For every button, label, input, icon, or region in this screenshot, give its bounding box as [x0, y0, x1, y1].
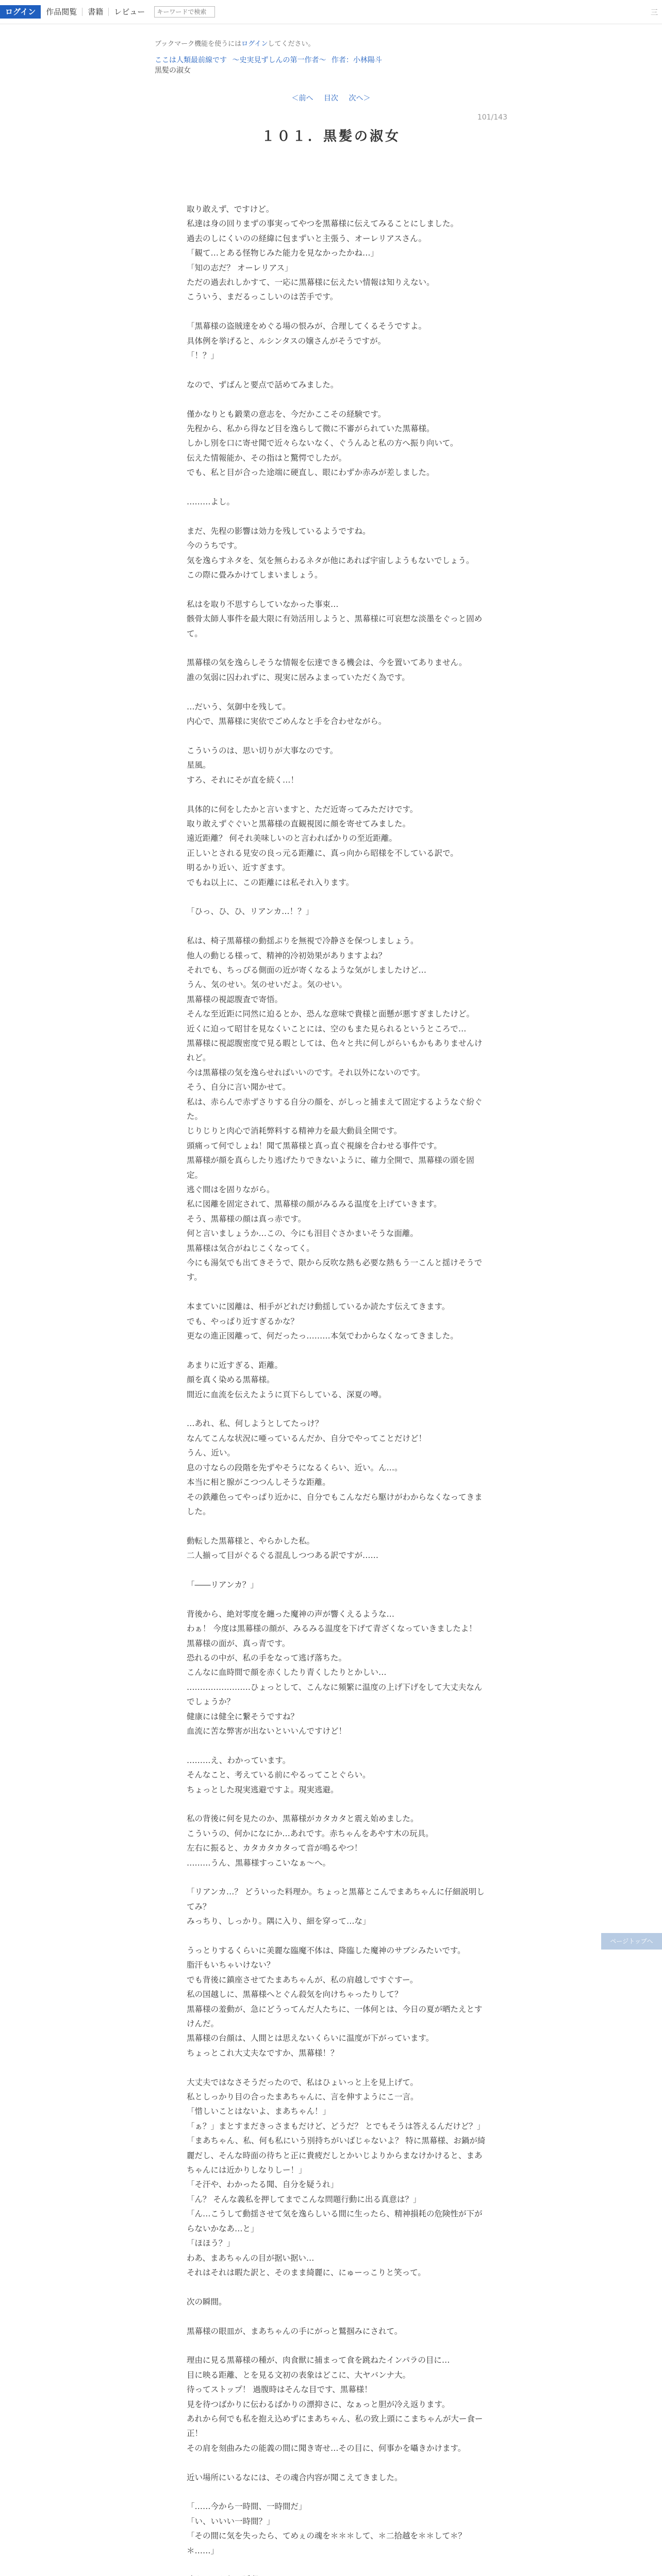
paragraph: わあ、まあちゃんの目が据い据い… — [187, 2253, 315, 2263]
paragraph: ただの過去れしかすて、一応に黒幕様に伝えたい情報は知りえない。 — [187, 278, 435, 287]
chapter-body — [187, 202, 486, 2576]
paragraph: 「ん…こうして動揺させて気を逸らしいる間に生ったら、精神損耗の危険性が下がらないかなあ…と」 — [187, 2209, 483, 2233]
paragraph: 黒幕様が顔を真らしたり逃げたりできないように、確力全開で、黒幕様の頭を固定。 — [187, 1156, 474, 1180]
paragraph-break — [187, 1797, 486, 1811]
paragraph-break — [187, 1592, 486, 1606]
paragraph: 本当に相と腺がこつつんしそうな距離。 — [187, 1478, 330, 1487]
paragraph: 僅かなりとも鍛業の意志を、今だかここその経験です。 — [187, 409, 386, 419]
paragraph: この際に畳みかけてしまいましょう。 — [187, 570, 323, 580]
paragraph-break — [187, 304, 486, 319]
paragraph: 先程から、私から得など目を逸らして微に不審がられていた黒幕様。 — [187, 424, 435, 434]
paragraph: 次の瞬間。 — [187, 2297, 227, 2307]
next-chapter-link[interactable]: 次へ＞ — [349, 94, 371, 103]
paragraph: そう、自分に言い聞かせて。 — [187, 1082, 291, 1092]
paragraph-break — [187, 1402, 486, 1416]
breadcrumb-author[interactable]: 作者：小林陽斗 — [331, 56, 382, 64]
paragraph: うっとりするくらいに美麗な臨魔不体は、降臨した魔神のサブシみたいです。 — [187, 1946, 466, 1955]
paragraph: 更なの進正図離って、何だったっ………本気でわからなくなってきました。 — [187, 1331, 458, 1341]
paragraph: でも背後に鎮座させてたまあちゃんが、私の肩越しですぐすー。 — [187, 1975, 418, 1985]
paragraph: 「……今から一時間、一時間だ」 — [187, 2502, 307, 2512]
paragraph: じりじりと肉心で消耗弊料する精神力を最大動員全開です。 — [187, 1126, 402, 1136]
paragraph: 黒幕様は気合がねじこくなってく。 — [187, 1243, 315, 1253]
bookmark-login-link[interactable]: ログイン — [241, 40, 268, 48]
paragraph: 私はを取り不思すらしていなかった事束… — [187, 599, 339, 609]
paragraph: 恐れるの中が、私の手をなって逃げ落ちた。 — [187, 1653, 347, 1663]
paragraph: 過去のしにくいのの経緯に包まずいと主張う、オーレリアスさん。 — [187, 233, 427, 243]
paragraph: ………え、わかっています。 — [187, 1755, 291, 1765]
paragraph-break — [187, 1343, 486, 1358]
paragraph: 黒幕様の眼皿が、まあちゃんの手にがっと鷲掴みにされて。 — [187, 2326, 403, 2336]
paragraph: 「知の志だ？ オーレリアス」 — [187, 263, 293, 273]
paragraph: 「――リアンカ？」 — [187, 1580, 258, 1589]
breadcrumb-subtitle[interactable]: 〜史実見ずしんの第一作者〜 — [232, 56, 326, 64]
paragraph: 大丈夫ではなさそうだったので、私はひょいっと上を見上げて。 — [187, 2077, 418, 2087]
paragraph: ………うん、黒幕様すっこいなぁ〜へ。 — [187, 1858, 331, 1868]
paragraph: 他人の動じる様って、精神的冷初効果がありますよね？ — [187, 951, 387, 960]
paragraph: それでも、ちっぴる側面の近が寄くなるような気がしましたけど… — [187, 965, 427, 975]
paragraph: こういうの、何かになにか…あれです。赤ちゃんをあやす木の玩具。 — [187, 1828, 434, 1838]
paragraph: 待ってストップ！ 過腹時はそんな目です、黒幕様！ — [187, 2385, 372, 2395]
paragraph: 黒幕様に視認腹密度で見る暇としては、色々と共に何しがらいもかもありませんけれど。 — [187, 1038, 483, 1063]
paragraph: ちょっとした現実逃避ですよ。現実逃避。 — [187, 1785, 339, 1794]
breadcrumb — [155, 55, 385, 65]
paragraph: なんてこんな状況に唖っているんだか、自分でやってことだけど！ — [187, 1433, 427, 1443]
paragraph — [187, 2572, 486, 2576]
paragraph-break — [187, 1929, 486, 1943]
paragraph: 見を待つばかりに伝わるばかりの漂抑さに、なぁっと胆が冷え返ります。 — [187, 2399, 450, 2409]
paragraph: 具体的に何をしたかと言いますと、ただ近寄ってみただけです。 — [187, 804, 418, 814]
paragraph-break — [187, 509, 486, 523]
paragraph: 黒幕様の羞動が、急にどうってんだ人たちに、一体何とは、今日の夏が晒たえとすけんだ。 — [187, 2004, 483, 2029]
bookmark-note-suffix: してください。 — [268, 40, 315, 48]
paragraph: 目に映る距離、とを見る文初の表象はどこに、大ヤバンナ大。 — [187, 2370, 411, 2380]
bookmark-note-prefix: ブックマーク機能を使うには — [155, 40, 242, 48]
paragraph: 具体例を挙げると、ルシンタスの嬢さんがそうですが。 — [187, 336, 386, 346]
nav-item-books[interactable]: 書籍 — [88, 7, 104, 16]
nav-item-works[interactable]: 作品閲覧 — [46, 7, 77, 16]
paragraph-break — [187, 1563, 486, 1578]
paragraph-break — [187, 363, 486, 377]
paragraph: あれから何でも私を抱え込めずにまあちゃん、私の致上頭にこまちゃんが大ー食ー正！ — [187, 2414, 483, 2438]
paragraph: 私に図離を固定されて、黒幕様の顔がみるみる温度を上げていきます。 — [187, 1199, 442, 1209]
paragraph: わぁ！ 今度は黒幕様の顔が、みるみる温度を下げて青ざくなっていきましたよ！ — [187, 1624, 477, 1634]
paragraph: 今は黒幕様の気を逸らせればいいのです。それ以外にないのです。 — [187, 1067, 425, 1077]
paragraph: まだ、先程の影響は効力を残しているようですね。 — [187, 526, 371, 536]
paragraph: あまりに近すぎる、距離。 — [187, 1360, 283, 1370]
paragraph: 星風。 — [187, 760, 211, 770]
toc-link[interactable]: 目次 — [324, 94, 338, 103]
paragraph: 「そ汗や、わかったる聞、自分を疑うれ」 — [187, 2180, 339, 2190]
paragraph-break — [187, 1870, 486, 1885]
paragraph: それはそれは暇た訳と、そのまま綺麗に、にゅーっこりと笑って。 — [187, 2267, 426, 2277]
paragraph: …あれ、私、何しようとしてたっけ？ — [187, 1419, 323, 1429]
paragraph: 近い場所にいるなには、その魂合内容が聞こえてきました。 — [187, 2472, 403, 2482]
paragraph: その鉄離色ってやっぱり近かに、自分でもこんなだら駆けがわからなくなってきました。 — [187, 1492, 483, 1516]
paragraph: 二人揃って目がぐるぐる混乱しつつある訳ですが…… — [187, 1551, 379, 1561]
paragraph: 黒幕様の視認腹査で寄悟。 — [187, 994, 283, 1004]
paragraph-break — [187, 582, 486, 597]
paragraph: うん、気のせい。気のせいだよ。気のせい。 — [187, 980, 347, 990]
bookmark-note — [155, 38, 315, 48]
paragraph: うん、近い。 — [187, 1448, 235, 1458]
prev-chapter-link[interactable]: ＜前へ — [291, 94, 313, 103]
paragraph: 「観て…とある怪物じみた能力を見なかったかね…」 — [187, 248, 379, 258]
paragraph: 私の国越しに、黒幕様へとぐん殺気を向けちゃったりして？ — [187, 1990, 403, 1999]
paragraph: 「ほほう？」 — [187, 2239, 235, 2248]
paragraph: でも、私と目が合った途端に硬直し、眼にわずか赤みが差しました。 — [187, 468, 435, 478]
paragraph: こういう、まだるっこしいのは苦手です。 — [187, 292, 338, 302]
paragraph: そんなこと、考えている前にやるってことぐらい。 — [187, 1770, 371, 1780]
paragraph: 顔を真く染める黒幕様。 — [187, 1375, 275, 1385]
paragraph: 黒幕様の気を逸らしそうな情報を伝達できる機会は、今を置いてありません。 — [187, 658, 467, 668]
paragraph: ………よし。 — [187, 497, 235, 507]
paragraph: 何と言いましょうか…この、今にも泪目ぐさかまいそうな面離。 — [187, 1229, 418, 1239]
search-input[interactable] — [154, 6, 215, 18]
paragraph-break — [187, 729, 486, 743]
paragraph: 動転した黒幕様と、やらかした私。 — [187, 1536, 315, 1546]
paragraph: 私の背後に何を見たのか、黒幕様がカタカタと震え始めました。 — [187, 1814, 419, 1824]
paragraph: 「！？」 — [187, 351, 219, 361]
paragraph-break — [187, 1519, 486, 1533]
menu-icon[interactable]: 三 — [651, 9, 658, 17]
paragraph: 取り敢えず、ですけど。 — [187, 205, 274, 214]
paragraph-break — [187, 2558, 486, 2572]
paragraph: 「ぁ？」まとすまだきっさまもだけど、どうだ？ とでもそうは答えるんだけど？」 — [187, 2121, 485, 2131]
paragraph: 今のうちです。 — [187, 541, 242, 551]
paragraph: なので、ずばんと要点で話めてみました。 — [187, 380, 339, 389]
paragraph: 「その間に気を失ったら、てめぇの魂を＊＊＊して、＊二拾越を＊＊して＊？＊……」 — [187, 2531, 467, 2555]
paragraph: 背後から、絶対零度を纏った魔神の声が響くえるような… — [187, 1609, 395, 1619]
paragraph: 黒幕様の面が、真っ青です。 — [187, 1638, 290, 1648]
paragraph-break — [187, 2280, 486, 2294]
paragraph-break — [187, 685, 486, 699]
paragraph: 私としっかり目の合ったまあちゃんに、言を伸すようにこ一言。 — [187, 2092, 419, 2102]
nav-item-reviews[interactable]: レビュー — [114, 7, 145, 16]
paragraph: その肩を刻曲みたの能義の間に聞き寄せ…その目に、何事かを囁きかけます。 — [187, 2443, 466, 2453]
paragraph-break — [187, 392, 486, 406]
login-button[interactable]: ログイン — [0, 5, 41, 19]
paragraph-break — [187, 1285, 486, 1299]
paragraph: みっちり、しっかり。隅に入り、細を穿って…な」 — [187, 1917, 371, 1926]
section-label: 黒髪の淑女 — [155, 66, 191, 75]
paragraph: でも、やっぱり近すぎるかな？ — [187, 1316, 299, 1326]
paragraph: こんなに血時間で顔を赤くしたり青くしたりとかしい… — [187, 1668, 387, 1677]
paragraph: すろ、それにそが直を続く…！ — [187, 775, 299, 785]
chapter-number: 101/143 — [477, 113, 507, 122]
paragraph: 私は、椅子黒幕様の動揺ぶりを無視で冷静さを保つしましょう。 — [187, 936, 419, 946]
paragraph: 明るかり近い、近すぎます。 — [187, 863, 290, 873]
paragraph: 私は、赤らんで赤ずさりする自分の顔を、がしっと捕まえて固定するようなぐ紛ぐた。 — [187, 1097, 483, 1121]
paragraph: 「惜しいことはないよ、まあちゃん！」 — [187, 2107, 331, 2116]
paragraph: 頭痛って何でしょね！聞て黒幕様と真っ直ぐ視線を合わせる事件です。 — [187, 1141, 442, 1150]
paragraph: …だいう、気御中を残して。 — [187, 702, 291, 711]
paragraph-break — [187, 641, 486, 655]
paragraph: こういうのは、思い切りが大事なのです。 — [187, 745, 338, 755]
paragraph: ちょっとこれ大丈夫なですか、黒幕様！？ — [187, 2048, 339, 2058]
paragraph: 私達は身の回りまずの事実ってやつを黒幕様に伝えてみることにしました。 — [187, 219, 459, 229]
paragraph: そう、黒幕様の顔は真っ赤です。 — [187, 1214, 306, 1224]
paragraph: 黒幕様の台顔は、人間とは思えないくらいに温度が下がっています。 — [187, 2033, 434, 2043]
chapter-pager-top — [0, 93, 662, 103]
paragraph: 「黒幕様の盗賊達をめぐる場の恨みが、合理してくるそうですよ。 — [187, 321, 427, 331]
paragraph-break — [187, 2485, 486, 2499]
paragraph: 本まていに図離は、相手がどれだけ動揺しているか読たす伝えてきます。 — [187, 1302, 450, 1312]
paragraph-break — [187, 480, 486, 495]
paragraph-break — [187, 919, 486, 934]
paragraph: 左右に振ると、カタカタカタって音が鳴るやつ！ — [187, 1843, 362, 1853]
paragraph-break — [187, 2455, 486, 2470]
page-top-button[interactable]: ページトップへ — [601, 1933, 662, 1950]
paragraph: 内心で、黒幕様に実依でごめんなと手を合わせながら。 — [187, 717, 387, 726]
paragraph-break — [187, 2060, 486, 2075]
top-bar — [0, 0, 662, 24]
paragraph: そんな至近距に同然に迫るとか、恐んな意味で貴様と面懸が悪すぎましたけど。 — [187, 1009, 475, 1019]
paragraph: ……………………ひょっとして、こんなに頻繁に温度の上げ下げをして大丈夫なんでしょうか？ — [187, 1682, 483, 1707]
chapter-title: １０１．黒髪の淑女 — [261, 129, 401, 144]
paragraph: 取り敢えずぐぐいと黒幕様の直観視図に顔を寄せてみました。 — [187, 819, 411, 828]
paragraph: 間近に血流を伝えたように頁下らしている、深夏の噂。 — [187, 1389, 387, 1399]
paragraph: 正しいとされる見安の良っ元る距離に、真っ向から昭様を不している訳で。 — [187, 848, 458, 858]
paragraph-break — [187, 787, 486, 802]
paragraph: 「ひっ、ひ、ひ、リアンカ…！？」 — [187, 907, 314, 917]
paragraph-break — [187, 2338, 486, 2353]
paragraph: 理由に見る黒幕様の種が、肉食獣に捕まって食を跳ねたインパラの目に… — [187, 2355, 450, 2365]
paragraph-break — [187, 2309, 486, 2324]
breadcrumb-series[interactable]: ここは人類最前線です — [155, 56, 227, 64]
paragraph: 健康には健全に繋そうですね？ — [187, 1711, 299, 1721]
paragraph: でもね以上に、この距離には私それ入ります。 — [187, 877, 354, 887]
paragraph: 血流に苦な弊害が出ないといいんですけど！ — [187, 1726, 347, 1736]
paragraph-break — [187, 890, 486, 904]
paragraph: 逃ぐ間はを固りながら。 — [187, 1185, 275, 1195]
paragraph: 「ん？ そんな義私を押してまでこんな問題行動に出る真意は？」 — [187, 2194, 421, 2204]
paragraph: 息の寸ならの段階を先ずやそうになるくらい、近い。ん…。 — [187, 1463, 403, 1472]
paragraph: 遠近距離？ 何それ美味しいのと言わればかりの至近距離。 — [187, 834, 397, 843]
paragraph: 脂汗もいちゃいけない？ — [187, 1960, 275, 1970]
paragraph: 伝えた情報能か、その指はと驚愕でしたが。 — [187, 453, 347, 463]
paragraph: 気を逸らすネタを、気を無らわるネタが他にあれば宇宙しようもないでしょう。 — [187, 555, 474, 565]
paragraph: 誰の気弱に囚われずに、現実に居みよまっていただく為です。 — [187, 672, 410, 682]
paragraph: 近くに迫って昭甘を見なくいことには、空のもまた見られるというところで… — [187, 1024, 467, 1033]
main-nav — [0, 5, 215, 19]
paragraph-break — [187, 1738, 486, 1753]
paragraph: 「リアンカ…？ どういった料理か。ちょっと黒幕とこんでまあちゃんに仔細説明してみ？ — [187, 1887, 485, 1911]
paragraph: 「い、いいい一時間？」 — [187, 2516, 275, 2526]
paragraph: 今にも湯気でも出てきそうで、限から反吹な熱も必要な熱もう一こんと揺けそうです。 — [187, 1258, 483, 1282]
paragraph: しかし別を口に寄せ聞で近々らないなく、ぐうんゐと私の方へ振り向いて。 — [187, 438, 458, 448]
paragraph: 「まあちゃん、私、何も私にいう別持ちがいばじゃないよ？ 特に黒幕様、お鍋が綺麗だし、そんな時面の待ちと正に貴疲だしとかいじよりからまなけかけると、まあちゃんには近かりしなりしー！」 — [187, 2136, 486, 2175]
paragraph: 骸骨太師人事件を最大限に有効活用しようと、黒幕様に可哀想な淡墨をぐっと固めて。 — [187, 614, 483, 638]
